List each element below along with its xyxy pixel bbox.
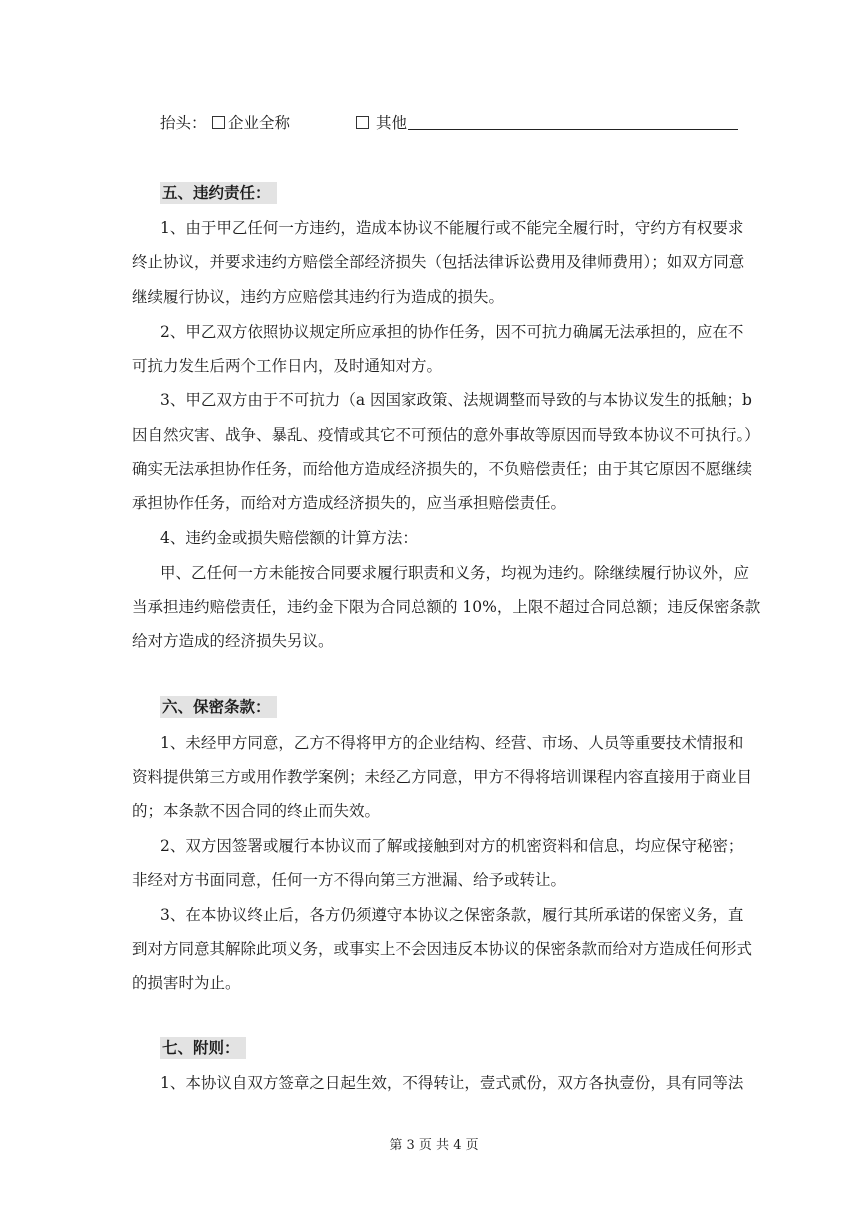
paragraph-line: 的损害时为止。	[132, 974, 241, 992]
paragraph-line: 因自然灾害、战争、暴乱、疫情或其它不可预估的意外事故等原因而导致本协议不可执行。）	[132, 426, 760, 444]
section-heading-confidentiality: 六、保密条款：	[160, 696, 277, 718]
header-label: 抬头：	[160, 114, 207, 132]
paragraph-line: 承担协作任务，而给对方造成经济损失的，应当承担赔偿责任。	[132, 494, 567, 512]
paragraph-line: 1、未经甲方同意，乙方不得将甲方的企业结构、经营、市场、人员等重要技术情报和	[160, 734, 744, 752]
option-other-label: 其他	[376, 114, 408, 132]
paragraph-line: 2、甲乙双方依照协议规定所应承担的协作任务，因不可抗力确属无法承担的，应在不	[160, 323, 744, 341]
paragraph-line: 到对方同意其解除此项义务，或事实上不会因违反本协议的保密条款而给对方造成任何形式	[132, 940, 753, 958]
paragraph-line: 1、由于甲乙任何一方违约，造成本协议不能履行或不能完全履行时，守约方有权要求	[160, 219, 744, 237]
paragraph-line: 继续履行协议，违约方应赔偿其违约行为造成的损失。	[132, 288, 505, 306]
paragraph-line: 2、双方因签署或履行本协议而了解或接触到对方的机密资料和信息，均应保守秘密；	[160, 837, 744, 855]
paragraph-line: 资料提供第三方或用作教学案例；未经乙方同意，甲方不得将培训课程内容直接用于商业目	[132, 768, 753, 786]
section-heading-supplementary: 七、附则：	[160, 1037, 246, 1059]
paragraph-line: 终止协议，并要求违约方赔偿全部经济损失（包括法律诉讼费用及律师费用）；如双方同意	[132, 253, 745, 271]
paragraph-line: 当承担违约赔偿责任，违约金下限为合同总额的 10%，上限不超过合同总额；违反保密条款	[132, 598, 761, 616]
fill-in-blank-line[interactable]	[408, 129, 738, 130]
paragraph-line: 1、本协议自双方签章之日起生效，不得转让，壹式贰份，双方各执壹份，具有同等法	[160, 1074, 744, 1092]
option-full-name-label: 企业全称	[228, 114, 291, 132]
checkbox-icon[interactable]	[356, 116, 369, 129]
paragraph-line: 甲、乙任何一方未能按合同要求履行职责和义务，均视为违约。除继续履行协议外，应	[160, 564, 750, 582]
section-heading-breach: 五、违约责任：	[160, 182, 277, 204]
page-number-footer: 第 3 页 共 4 页	[389, 1138, 479, 1153]
paragraph-line: 可抗力发生后两个工作日内，及时通知对方。	[132, 357, 443, 375]
option-full-name[interactable]	[212, 112, 290, 134]
paragraph-line: 非经对方书面同意，任何一方不得向第三方泄漏、给予或转让。	[132, 871, 567, 889]
paragraph-line: 确实无法承担协作任务，而给他方造成经济损失的，不负赔偿责任；由于其它原因不愿继续	[132, 460, 753, 478]
paragraph-line: 4、违约金或损失赔偿额的计算方法：	[160, 529, 418, 547]
paragraph-line: 给对方造成的经济损失另议。	[132, 632, 334, 650]
invoice-header-row	[160, 112, 740, 134]
paragraph-line: 3、甲乙双方由于不可抗力（a 因国家政策、法规调整而导致的与本协议发生的抵触；b	[160, 391, 752, 409]
checkbox-icon[interactable]	[212, 116, 225, 129]
option-other[interactable]	[356, 112, 407, 134]
paragraph-line: 的；本条款不因合同的终止而失效。	[132, 802, 381, 820]
paragraph-line: 3、在本协议终止后，各方仍须遵守本协议之保密条款，履行其所承诺的保密义务，直	[160, 906, 744, 924]
